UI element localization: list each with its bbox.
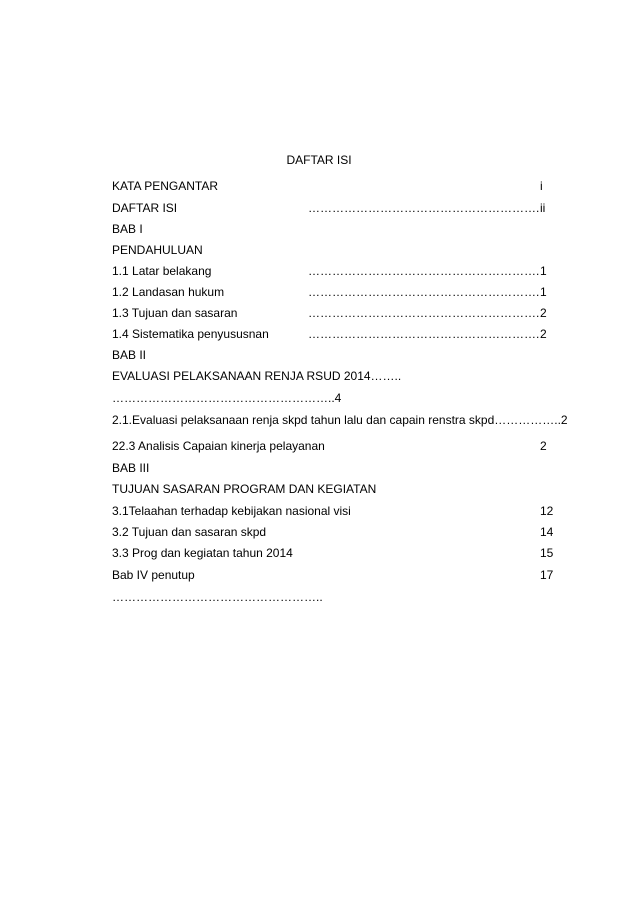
toc-entry-leader: …………………………………………………. xyxy=(308,264,540,278)
toc-entry-label: 2.1.Evaluasi pelaksanaan renja skpd tahun lalu dan capain renstra skpd……………..2 xyxy=(112,413,568,427)
toc-entry-page: 1 xyxy=(540,285,547,299)
toc-entry-page: 15 xyxy=(540,546,554,560)
toc-entry-page: ii xyxy=(540,201,546,215)
document-title: DAFTAR ISI xyxy=(286,153,352,167)
toc-entry-label: …………………………………………….. xyxy=(112,590,323,604)
toc-entry-label: PENDAHULUAN xyxy=(112,243,203,257)
toc-entry-page: 1 xyxy=(540,264,547,278)
toc-entry-leader: …………………………………………………. xyxy=(308,201,540,215)
toc-entry-label: 3.3 Prog dan kegiatan tahun 2014 xyxy=(112,546,293,560)
toc-entry-page: i xyxy=(540,179,543,193)
toc-entry-leader: …………………………………………………. xyxy=(308,306,540,320)
toc-entry-label: BAB I xyxy=(112,222,143,236)
toc-entry-page: 14 xyxy=(540,525,554,539)
toc-entry-label: TUJUAN SASARAN PROGRAM DAN KEGIATAN xyxy=(112,482,377,496)
toc-entry-label: BAB III xyxy=(112,461,150,475)
toc-entry-label: 1.2 Landasan hukum xyxy=(112,285,225,299)
toc-entry-page: 12 xyxy=(540,504,554,518)
toc-entry-label: 1.1 Latar belakang xyxy=(112,264,212,278)
toc-entry-leader: …………………………………………………. xyxy=(308,285,540,299)
toc-entry-leader: …………………………………………………. xyxy=(308,327,540,341)
toc-entry-label: 3.1Telaahan terhadap kebijakan nasional visi xyxy=(112,504,351,518)
toc-entry-page: 2 xyxy=(540,306,547,320)
toc-entry-page: 2 xyxy=(540,439,547,453)
toc-entry-label: 1.4 Sistematika penyususnan xyxy=(112,327,269,341)
toc-entry-label: 3.2 Tujuan dan sasaran skpd xyxy=(112,525,267,539)
toc-entry-label: BAB II xyxy=(112,348,147,362)
toc-entry-label: 22.3 Analisis Capaian kinerja pelayanan xyxy=(112,439,325,453)
toc-entry-label: EVALUASI PELAKSANAAN RENJA RSUD 2014…….. xyxy=(112,369,402,383)
toc-entry-label: KATA PENGANTAR xyxy=(112,179,219,193)
toc-entry-label: DAFTAR ISI xyxy=(112,201,178,215)
toc-entry-page: 17 xyxy=(540,568,554,582)
toc-entry-label: 1.3 Tujuan dan sasaran xyxy=(112,306,238,320)
toc-entry-label: Bab IV penutup xyxy=(112,568,195,582)
toc-entry-page: 2 xyxy=(540,327,547,341)
toc-entry-label: ………………………………………………..4 xyxy=(112,391,342,405)
